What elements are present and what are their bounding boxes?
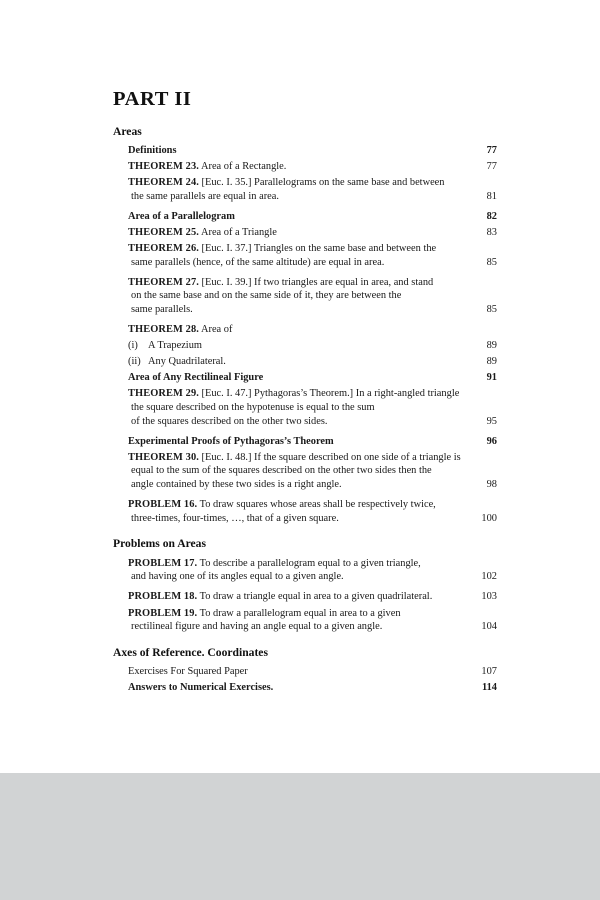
toc-entry-line xyxy=(128,620,453,634)
toc-entry-line xyxy=(128,387,460,401)
toc-entry-line-body: [Euc. I. 48.] If the square described on one side of a triangle is xyxy=(198,451,461,463)
toc-entry-text xyxy=(128,144,453,158)
toc-entry-line xyxy=(128,435,453,449)
toc-entry-line xyxy=(128,478,453,492)
toc-entry[interactable] xyxy=(128,242,497,269)
toc-entry-line xyxy=(128,371,453,385)
toc-entry[interactable] xyxy=(128,590,497,604)
toc-entry-line xyxy=(128,570,453,584)
toc-page-number[interactable]: 85 xyxy=(486,303,497,315)
toc-entry-line xyxy=(128,276,453,290)
footer-band xyxy=(0,773,600,900)
toc-entry-lead: PROBLEM 18. xyxy=(128,591,198,603)
toc-entry-line-body: the same parallels are equal in area. xyxy=(131,190,279,202)
toc-entry-list xyxy=(128,557,497,634)
toc-entry[interactable] xyxy=(128,355,497,369)
toc-entry-text xyxy=(128,665,453,679)
toc-entry-line-body: on the same base and on the same side of it, they are between the xyxy=(131,290,402,302)
toc-entry-line xyxy=(128,289,453,303)
toc-entry-line-body: [Euc. I. 47.] Pythagoras’s Theorem.] In a right-angled triangle xyxy=(198,388,460,400)
toc-entry[interactable] xyxy=(128,210,497,224)
toc-entry-line-body: Definitions xyxy=(128,145,177,157)
toc-entry-line-body: [Euc. I. 35.] Parallelograms on the same base and between xyxy=(198,177,445,189)
section-heading: Axes of Reference. Coordinates xyxy=(113,645,268,659)
toc-entry-text xyxy=(128,160,453,174)
toc-page-number[interactable]: 102 xyxy=(481,571,497,583)
toc-entry[interactable] xyxy=(128,176,497,203)
toc-entry-lead: THEOREM 29. xyxy=(128,388,199,400)
toc-page-number[interactable]: 82 xyxy=(486,210,497,222)
toc-entry-lead: THEOREM 25. xyxy=(128,227,199,238)
toc-entry-line xyxy=(128,355,453,369)
toc-entry-line-body: Any Quadrilateral. xyxy=(148,356,226,368)
toc-entry-line xyxy=(128,323,453,337)
toc-entry-line-body: [Euc. I. 37.] Triangles on the same base and between the xyxy=(198,243,437,255)
toc-entry-line xyxy=(128,190,453,204)
toc-entry-text xyxy=(128,590,453,604)
toc-entry-text xyxy=(128,607,453,634)
toc-entry-line-body: To draw a parallelogram equal in area to a given xyxy=(197,607,401,619)
toc-page-number[interactable]: 83 xyxy=(486,227,497,238)
toc-entry[interactable] xyxy=(128,226,497,240)
toc-entry[interactable] xyxy=(128,323,497,337)
toc-entry-lead: THEOREM 26. xyxy=(128,243,199,255)
toc-page-number[interactable]: 85 xyxy=(486,256,497,268)
toc-entry-text xyxy=(128,435,453,449)
toc-entry[interactable] xyxy=(128,498,497,525)
toc-entry-line-body: To draw squares whose areas shall be respectively twice, xyxy=(197,499,436,511)
toc-page-number[interactable]: 89 xyxy=(486,356,497,368)
toc-entry[interactable] xyxy=(128,451,497,492)
toc-entry-text xyxy=(128,355,453,369)
toc-entry-line-body: three-times, four-times, …, that of a given square. xyxy=(131,512,339,524)
toc-entry-line xyxy=(128,451,461,465)
toc-entry-line-body: of the squares described on the other two sides. xyxy=(131,415,328,427)
section-heading: Areas xyxy=(113,124,142,138)
toc-entry-line-body: A Trapezium xyxy=(148,340,202,352)
toc-entry[interactable] xyxy=(128,276,497,317)
toc-entry-line-body: Area of a Triangle xyxy=(198,227,277,238)
toc-sections xyxy=(113,125,497,695)
toc-entry-line-body: Area of Any Rectilineal Figure xyxy=(128,372,264,384)
toc-entry-line xyxy=(128,176,453,190)
toc-page-number[interactable]: 77 xyxy=(486,161,497,173)
toc-entry-line xyxy=(128,498,453,512)
toc-entry[interactable] xyxy=(128,665,497,679)
toc-entry-lead: THEOREM 24. xyxy=(128,177,199,189)
toc-entry[interactable] xyxy=(128,387,497,428)
toc-entry-line xyxy=(128,144,453,158)
toc-entry[interactable] xyxy=(128,144,497,158)
toc-entry-line-body: Area of a Parallelogram xyxy=(128,210,235,222)
toc-entry-line xyxy=(128,512,453,526)
toc-entry-marker: (i) xyxy=(128,340,138,352)
toc-entry-line xyxy=(128,303,453,317)
toc-entry-text xyxy=(128,323,453,337)
toc-entry[interactable] xyxy=(128,435,497,449)
section-heading: Problems on Areas xyxy=(113,537,206,551)
toc-entry-text xyxy=(128,276,453,317)
toc-entry-lead: THEOREM 28. xyxy=(128,324,199,336)
toc-entry[interactable] xyxy=(128,681,497,695)
toc-entry-lead: PROBLEM 19. xyxy=(128,607,198,619)
toc-entry[interactable] xyxy=(128,371,497,385)
toc-entry-line xyxy=(128,415,453,429)
toc-entry-line-body: same parallels (hence, of the same altitude) are equal in area. xyxy=(131,256,385,268)
toc-entry-lead: THEOREM 23. xyxy=(128,161,199,173)
toc-page-number[interactable]: 77 xyxy=(486,145,497,157)
toc-entry[interactable] xyxy=(128,557,497,584)
toc-page-number[interactable]: 81 xyxy=(486,190,497,202)
toc-entry-line-body: the square described on the hypotenuse is equal to the sum xyxy=(131,402,375,414)
toc-page-number[interactable]: 96 xyxy=(486,435,497,447)
toc-entry-text xyxy=(128,557,453,584)
toc-page-number[interactable]: 104 xyxy=(481,621,497,633)
toc-entry-list xyxy=(128,144,497,525)
toc-entry-marker: (ii) xyxy=(128,356,141,368)
toc-entry-line xyxy=(128,339,453,353)
toc-entry-line xyxy=(128,242,453,256)
toc-entry-line xyxy=(128,607,453,621)
toc-entry[interactable] xyxy=(128,160,497,174)
toc-entry-line-body: [Euc. I. 39.] If two triangles are equal in area, and stand xyxy=(198,276,434,288)
toc-entry-text xyxy=(128,498,453,525)
toc-entry-lead: THEOREM 27. xyxy=(128,276,199,288)
toc-entry[interactable] xyxy=(128,607,497,634)
toc-entry-line-body: Area of xyxy=(198,324,233,336)
page-title: PART II xyxy=(113,88,192,110)
toc-page-number[interactable]: 91 xyxy=(486,372,497,384)
toc-entry-text xyxy=(128,210,453,224)
toc-entry-line-body: Area of a Rectangle. xyxy=(198,161,287,173)
toc-entry-text xyxy=(128,226,453,240)
toc-entry-line xyxy=(128,557,453,571)
toc-page-number[interactable]: 114 xyxy=(481,682,497,694)
toc-entry-lead: THEOREM 30. xyxy=(128,451,199,463)
toc-entry-text xyxy=(128,387,460,428)
toc-entry-line-body: Exercises For Squared Paper xyxy=(128,666,248,678)
toc-entry[interactable] xyxy=(128,339,497,353)
toc-entry-line-body: same parallels. xyxy=(131,303,193,315)
toc-entry-lead: PROBLEM 16. xyxy=(128,499,198,511)
toc-entry-text xyxy=(128,339,453,353)
toc-page-number[interactable]: 89 xyxy=(486,340,497,352)
toc-entry-text xyxy=(128,681,453,695)
toc-entry-line xyxy=(128,665,453,679)
toc-entry-text xyxy=(128,451,461,492)
toc-entry-line xyxy=(128,256,453,270)
toc-entry-line-body: equal to the sum of the squares described on the other two sides then the xyxy=(131,465,432,477)
toc-entry-text xyxy=(128,371,453,385)
toc-entry-text xyxy=(128,242,453,269)
toc-entry-line xyxy=(128,464,453,478)
toc-entry-list xyxy=(128,665,497,695)
toc-entry-line-body: angle contained by these two sides is a right angle. xyxy=(131,479,342,490)
toc-entry-lead: PROBLEM 17. xyxy=(128,557,198,569)
toc-page-number[interactable]: 103 xyxy=(481,591,497,603)
toc-entry-line-body: Experimental Proofs of Pythagoras’s Theorem xyxy=(128,435,334,447)
toc-entry-line xyxy=(128,226,453,240)
toc-entry-line-body: rectilineal figure and having an angle equal to a given angle. xyxy=(131,621,383,633)
toc-entry-line-body: and having one of its angles equal to a given angle. xyxy=(131,571,344,583)
toc-entry-line-body: To draw a triangle equal in area to a given quadrilateral. xyxy=(197,591,433,603)
toc-page-number[interactable]: 107 xyxy=(481,666,497,678)
toc-entry-line xyxy=(128,590,453,604)
toc-entry-line xyxy=(128,401,453,415)
toc-entry-line-body: To describe a parallelogram equal to a given triangle, xyxy=(197,557,421,569)
toc-entry-line xyxy=(128,210,453,224)
toc-page-number[interactable]: 98 xyxy=(486,479,497,490)
toc-entry-text xyxy=(128,176,453,203)
toc-page-number[interactable]: 100 xyxy=(481,512,497,524)
toc-entry-line xyxy=(128,160,453,174)
toc-entry-line xyxy=(128,681,453,695)
toc-page-number[interactable]: 95 xyxy=(486,415,497,427)
toc-entry-line-body: Answers to Numerical Exercises. xyxy=(128,682,274,694)
